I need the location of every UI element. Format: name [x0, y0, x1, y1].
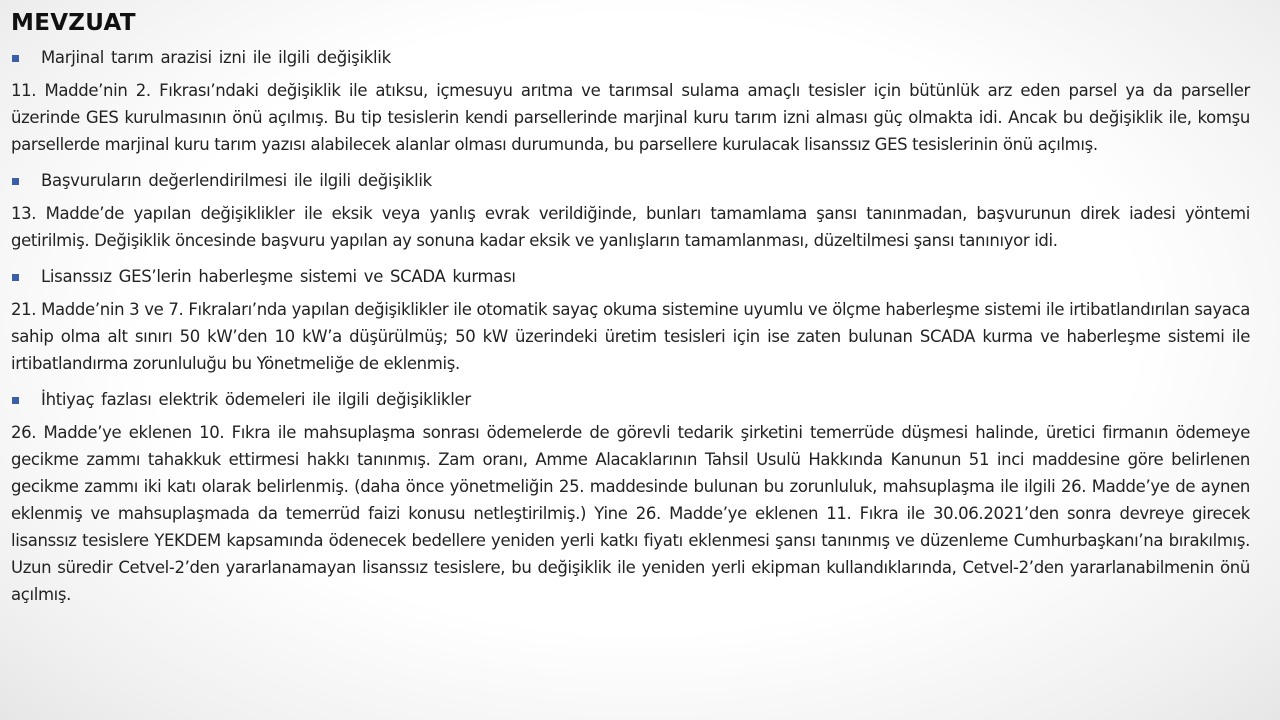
square-bullet-icon [12, 55, 19, 62]
square-bullet-icon [12, 397, 19, 404]
bullet-label: Marjinal tarım arazisi izni ile ilgili değişiklik [41, 48, 391, 67]
bullet-label: İhtiyaç fazlası elektrik ödemeleri ile ilgili değişiklikler [41, 390, 471, 409]
paragraph: 21. Madde’nin 3 ve 7. Fıkraları’nda yapılan değişiklikler ile otomatik sayaç okuma sistemine uyumlu ve ölçme haberleşme sistemi ile irtibatlandırılan sayaca sahip olma alt sınırı 50 kW’den 10 kW’a düşürülmüş; 50 kW üzerindeki üretim tesisleri için ise zaten bulunan SCADA kurma ve haberleşme sistemi ile irtibatlandırma zorunluluğu bu Yönetmeliğe de eklenmiş. [11, 300, 1250, 373]
square-bullet-icon [12, 178, 19, 185]
square-bullet-icon [12, 274, 19, 281]
bullet-label: Başvuruların değerlendirilmesi ile ilgili değişiklik [41, 171, 432, 190]
slide-title: MEVZUAT [11, 10, 136, 36]
paragraph: 26. Madde’ye eklenen 10. Fıkra ile mahsuplaşma sonrası ödemelerde de görevli tedarik şirketini temerrüde düşmesi halinde, üretici firmanın ödemeye gecikme zammı tahakkuk ettirmesi hakkı tanınmış. Zam oranı, Amme Alacaklarının Tahsil Usulü Hakkında Kanunun 51 inci maddesine göre belirlenen gecikme zammı iki katı olarak belirlenmiş. (daha önce yönetmeliğin 25. maddesinde bulunan bu zorunluluk, mahsuplaşma ile ilgili 26. Madde’ye de aynen eklenmiş ve mahsuplaşmada da temerrüd faizi konusu netleştirilmiş.) Yine 26. Madde’ye eklenen 11. Fıkra ile 30.06.2021’den sonra devreye girecek lisanssız tesislere YEKDEM kapsamında ödenecek bedellere yeniden yerli katkı fiyatı eklenmesi şansı tanınmış ve düzenleme Cumhurbaşkanı’na bırakılmış. Uzun süredir Cetvel-2’den yararlanamayan lisanssız tesislere, bu değişiklik ile yeniden yerli ekipman kullandıklarında, Cetvel-2’den yararlanabilmenin önü açılmış. [11, 423, 1250, 604]
bullet-item [11, 264, 1250, 290]
paragraph: 11. Madde’nin 2. Fıkrası’ndaki değişiklik ile atıksu, içmesuyu arıtma ve tarımsal sulama amaçlı tesisler için bütünlük arz eden parsel ya da parseller üzerinde GES kurulmasının önü açılmış. Bu tip tesislerin kendi parsellerinde marjinal kuru tarım izni alması güç olmakta idi. Ancak bu değişiklik ile, komşu parsellerde marjinal kuru tarım yazısı alabilecek alanlar olması durumunda, bu parsellere kurulacak lisanssız GES tesislerinin önü açılmış. [11, 81, 1250, 154]
bullet-item [11, 387, 1250, 413]
bullet-item [11, 45, 1250, 71]
paragraph: 13. Madde’de yapılan değişiklikler ile eksik veya yanlış evrak verildiğinde, bunları tamamlama şansı tanınmadan, başvurunun direk iadesi yöntemi getirilmiş. Değişiklik öncesinde başvuru yapılan ay sonuna kadar eksik ve yanlışların tamamlanması, düzeltilmesi şansı tanınıyor idi. [11, 204, 1250, 250]
bullet-item [11, 168, 1250, 194]
bullet-label: Lisanssız GES’lerin haberleşme sistemi ve SCADA kurması [41, 267, 516, 286]
